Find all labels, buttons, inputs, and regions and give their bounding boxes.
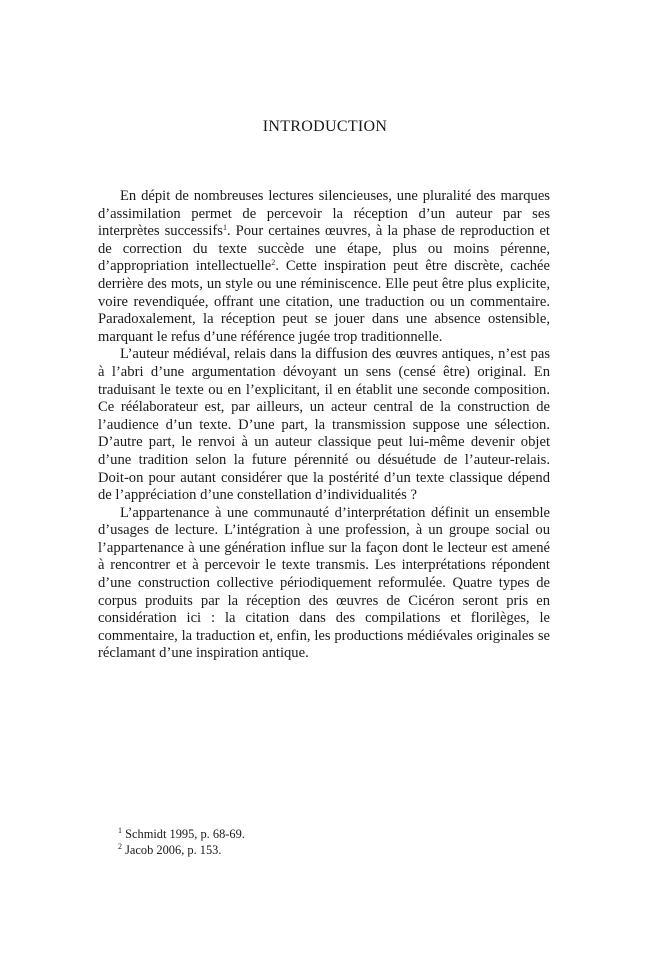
- footnotes: [118, 827, 245, 858]
- footnote-2-number: 2: [118, 841, 122, 851]
- footnote-1-number: 1: [118, 826, 122, 835]
- paragraph-2-text: L’auteur médiéval, relais dans la diffusion des œuvres antiques, n’est pas à l’abri d’une argumentation dévoyant un sens (censé être) original. En traduisant le texte ou en l’explicitant, il en établit une seconde composition. Ce réélaborateur est, par ailleurs, un acteur central de la construction de l’audience d’un texte. D’une part, la transmission suppose une sélection. D’autre part, le renvoi à un auteur classique peut lui-même devenir objet d’une tradition selon la future pérennité ou désuétude de l’auteur-relais. Doit-on pour autant considérer que la postérité d’un texte classique dépend de l’appréciation d’une constellation d’individualités ?: [98, 346, 550, 504]
- main-text: [98, 188, 550, 663]
- paragraph-3: [98, 505, 550, 663]
- footnote-2: [118, 843, 245, 859]
- footnote-ref-1[interactable]: 1: [222, 223, 227, 233]
- page-title: INTRODUCTION: [262, 118, 388, 135]
- footnote-ref-2[interactable]: 2: [271, 258, 276, 268]
- footnote-2-text: Jacob 2006, p. 153.: [125, 842, 222, 857]
- footnote-1: [118, 827, 245, 843]
- paragraph-1-text-b: . Pour certaines œuvres, à la phase de reproduction et de correction du texte succède une étape, plus ou moins pérenne, d’appropriation intellectuelle: [98, 223, 550, 275]
- paragraph-1: [98, 188, 550, 346]
- paragraph-3-text: L’appartenance à une communauté d’interprétation définit un ensemble d’usages de lecture. L’intégration à une profession, à un groupe social ou l’appartenance à une génération influe sur la façon dont le lecteur est amené à rencontrer et à percevoir le texte transmis. Les interprétations répondent d’une construction collective périodiquement reformulée. Quatre types de corpus produits par la réception des œuvres de Cicéron seront pris en considération ici : la citation dans des compilations et florilèges, le commentaire, la traduction et, enfin, les productions médiévales originales se réclamant d’une inspiration antique.: [98, 504, 550, 662]
- paragraph-1-text-a: En dépit de nombreuses lectures silencieuses, une pluralité des marques d’assimilation permet de percevoir la réception d’un auteur par ses interprètes successifs: [98, 188, 550, 240]
- paragraph-1-text-c: . Cette inspiration peut être discrète, cachée derrière des mots, un style ou une réminiscence. Elle peut être plus explicite, voire revendiquée, offrant une citation, une traduction ou un commentaire. Paradoxalement, la réception peut se jouer dans une absence ostensible, marquant le refus d’une référence jugée trop traditionnelle.: [98, 258, 550, 345]
- paragraph-2: [98, 346, 550, 504]
- footnote-1-text: Schmidt 1995, p. 68-69.: [125, 827, 245, 841]
